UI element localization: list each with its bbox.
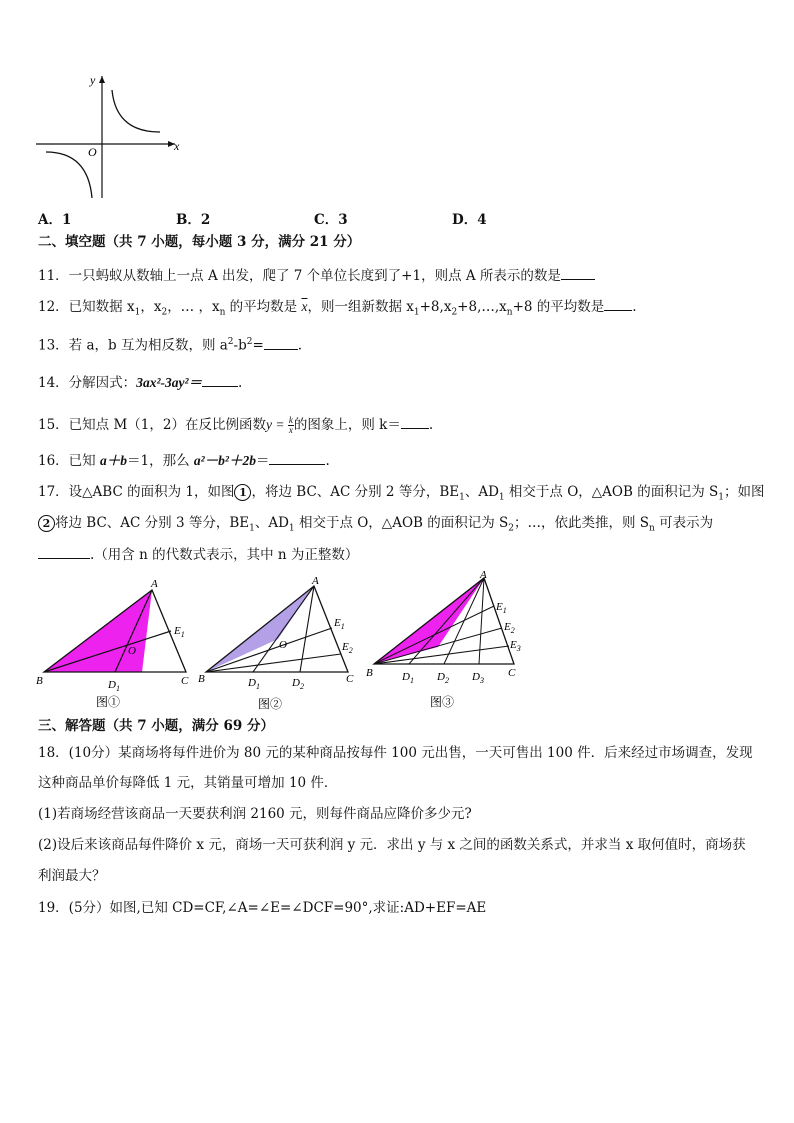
question-18-part2-line1: (2)设后来该商品每件降价 x 元，商场一天可获利润 y 元．求出 y 与 x 之间的函数关系式，并求当 x 取何值时，商场获	[38, 837, 746, 853]
answer-blank	[561, 265, 595, 280]
figure-2-caption: 图②	[258, 697, 283, 711]
graph-y-label: y	[90, 73, 96, 87]
question-14: 14．分解因式：3ax²-3ay²＝ .	[38, 372, 242, 393]
svg-text:D2: $D_2$	[292, 677, 304, 691]
option-c: C．3	[314, 212, 348, 228]
svg-text:A: A	[312, 576, 319, 587]
svg-text:E2: $E_2$	[504, 621, 515, 635]
svg-text:D1: $D_1$	[248, 677, 260, 691]
figure-1	[36, 576, 196, 714]
question-11: 11．一只蚂蚁从数轴上一点 A 出发，爬了 7 个单位长度到了+1，则点 A 所表示的数是	[38, 265, 595, 286]
question-17-line3: .（用含 n 的代数式表示，其中 n 为正整数）	[38, 544, 358, 565]
figure-3-caption: 图③	[430, 695, 455, 709]
svg-text:O: O	[128, 645, 136, 657]
svg-text:D1: $D_1$	[402, 671, 414, 685]
option-a: A．1	[38, 212, 72, 228]
svg-text:E2: $E_2$	[342, 641, 353, 655]
circled-number: 2	[38, 515, 55, 532]
answer-blank	[202, 372, 238, 387]
svg-text:D3: $D_3$	[472, 671, 484, 685]
svg-text:E3: $E_3$	[510, 639, 521, 653]
svg-text:B: B	[36, 675, 43, 687]
question-18-line1: 18．(10分）某商场将每件进价为 80 元的某种商品按每件 100 元出售，一天可售出 100 件．后来经过市场调查，发现	[38, 745, 753, 761]
svg-text:A: A	[480, 570, 487, 581]
question-18-part2-line2: 利润最大？	[38, 868, 106, 884]
graph-x-label: x	[174, 139, 180, 153]
svg-text:B: B	[366, 667, 373, 679]
figure-1-caption: 图①	[96, 695, 121, 709]
svg-text:O: O	[279, 639, 287, 651]
question-13: 13．若 a，b 互为相反数，则 $a^2-b^2=$ .	[38, 332, 302, 356]
answer-blank	[401, 414, 429, 429]
figure-2	[196, 576, 366, 714]
question-12: 12．已知数据 $x_1$，$x_2$，… ，$x_n$ 的平均数是 $\overline{x}$，则一组新数据 $x_1+8,x_2+8,\dots,x_n+8$ 的平均数是 .	[38, 296, 637, 323]
svg-text:E1: $E_1$	[496, 601, 507, 615]
svg-text:E1: $E_1$	[334, 617, 345, 631]
question-17-line2: 2 将边 BC、AC 分别 3 等分，$BE_1$、$AD_1$ 相交于点 O，△AOB 的面积记为 $S_2$；…，依此类推，则 $S_n$ 可表示为	[38, 513, 713, 539]
answer-blank	[269, 450, 325, 465]
graph-origin-label: O	[88, 145, 97, 159]
svg-text:C: C	[346, 673, 354, 685]
svg-text:A: A	[151, 578, 158, 590]
figure-3	[366, 570, 536, 712]
section2-heading: 二、填空题（共 7 小题，每小题 3 分，满分 21 分）	[38, 234, 361, 250]
option-d: D．4	[452, 212, 487, 228]
answer-blank	[264, 335, 298, 350]
answer-blank	[38, 544, 90, 559]
svg-text:D2: $D_2$	[437, 671, 449, 685]
question-17-line1: 17．设△ABC 的面积为 1，如图 1 ，将边 BC、AC 分别 2 等分，$BE_1$、$AD_1$ 相交于点 O，△AOB 的面积记为 $S_1$；如图	[38, 484, 765, 503]
question-16: 16．已知 a＋b＝1，那么 a²－b²＋2b＝ .	[38, 450, 330, 471]
answer-blank	[604, 296, 632, 311]
circled-number: 1	[234, 484, 251, 501]
section3-heading: 三、解答题（共 7 小题，满分 69 分）	[38, 718, 274, 734]
svg-text:E1: $E_1$	[174, 625, 185, 639]
svg-text:C: C	[508, 667, 516, 679]
svg-text:B: B	[198, 673, 205, 685]
question-15: 15．已知点 M（1，2）在反比例函数y = $\frac{k}{x}$ 的图象上，则 k＝ .	[38, 415, 434, 435]
question-18-line2: 这种商品单价每降低 1 元，其销量可增加 10 件．	[38, 775, 338, 791]
question-19: 19．(5分）如图,已知 CD=CF,∠A=∠E=∠DCF=90°,求证:AD+EF=AE	[38, 900, 487, 916]
option-b: B．2	[176, 212, 211, 228]
svg-text:C: C	[181, 675, 189, 687]
svg-text:D1: $D_1$	[108, 679, 120, 693]
hyperbola-graph	[30, 70, 200, 202]
question-18-part1: (1)若商场经营该商品一天要获利润 2160 元，则每件商品应降价多少元?	[38, 806, 472, 822]
